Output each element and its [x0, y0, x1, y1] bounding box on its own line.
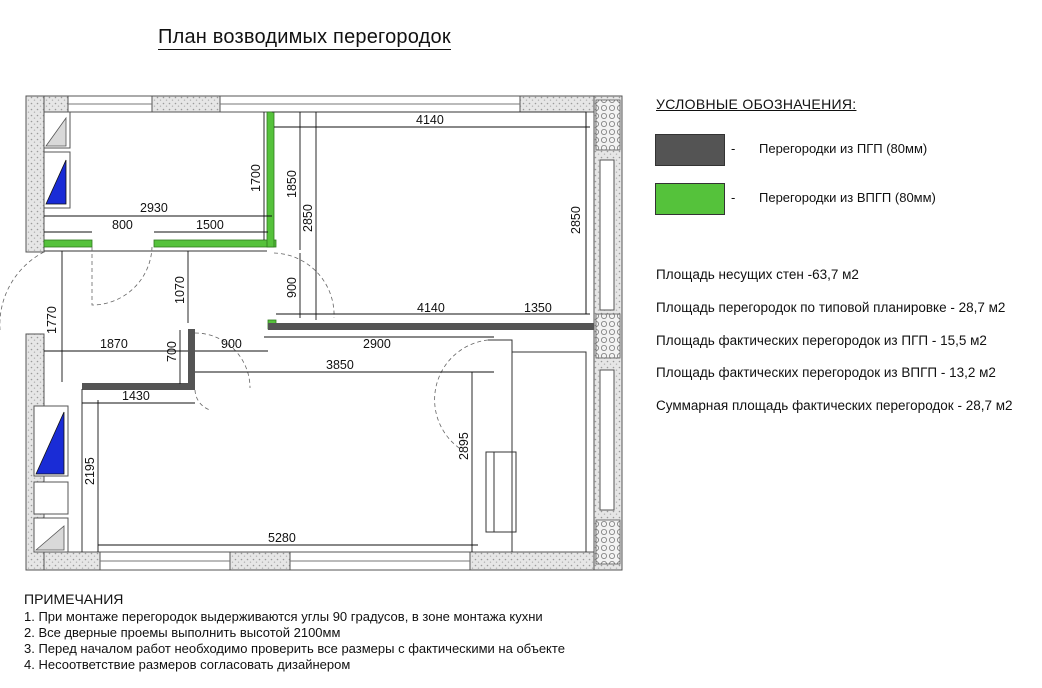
note-item: 1. При монтаже перегородок выдерживаются углы 90 градусов, в зоне монтажа кухни [24, 609, 543, 624]
stat-bearing-walls: Площадь несущих стен -63,7 м2 [656, 267, 859, 282]
note-item: 2. Все дверные проемы выполнить высотой 2100мм [24, 625, 341, 640]
dim-2850-mid: 2850 [301, 204, 315, 232]
notes-heading: ПРИМЕЧАНИЯ [24, 591, 124, 607]
page-title: План возводимых перегородок [158, 26, 451, 48]
wall-left-upper [26, 96, 44, 252]
stat-total-partitions: Суммарная площадь фактических перегородок - 28,7 м2 [656, 398, 1013, 413]
dim-1350: 1350 [524, 301, 552, 315]
dim-1770: 1770 [45, 306, 59, 334]
grey-partition-vertical [188, 329, 195, 389]
legend-label-vpgp: Перегородки из ВПГП (80мм) [759, 190, 936, 205]
stat-pgp-partitions: Площадь фактических перегородок из ПГП - 15,5 м2 [656, 333, 987, 348]
pgp-swatch [655, 134, 725, 166]
stat-vpgp-partitions: Площадь фактических перегородок из ВПГП - 13,2 м2 [656, 365, 996, 380]
dim-3850: 3850 [326, 358, 354, 372]
legend-dash: - [731, 190, 736, 205]
green-partition-left [44, 240, 92, 247]
window-right [600, 160, 614, 310]
dimension-lines [44, 112, 590, 552]
dim-1870: 1870 [100, 337, 128, 351]
dim-700: 700 [165, 341, 179, 362]
dim-4140-top: 4140 [416, 113, 444, 127]
dim-1700: 1700 [249, 164, 263, 192]
legend-label-pgp: Перегородки из ПГП (80мм) [759, 141, 928, 156]
dim-900-horiz: 900 [221, 337, 242, 351]
stat-typical-partitions: Площадь перегородок по типовой планировке - 28,7 м2 [656, 300, 1006, 315]
dim-2930: 2930 [140, 201, 168, 215]
door-swings [0, 247, 488, 450]
legend-heading: УСЛОВНЫЕ ОБОЗНАЧЕНИЯ: [656, 96, 857, 112]
dim-800: 800 [112, 218, 133, 232]
dim-900-vert: 900 [285, 277, 299, 298]
note-item: 4. Несоответствие размеров согласовать дизайнером [24, 657, 351, 672]
wall-right-brick-bot [596, 520, 620, 564]
dim-5280: 5280 [268, 531, 296, 545]
bearing-walls [26, 96, 622, 570]
wall-right-brick-mid [596, 314, 620, 358]
dim-4140-mid: 4140 [417, 301, 445, 315]
dim-1070: 1070 [173, 276, 187, 304]
partitions-pgp [82, 323, 594, 390]
green-partition-mid [154, 240, 276, 247]
partitions-vpgp [44, 112, 276, 329]
dim-2895: 2895 [457, 432, 471, 460]
dim-2850-right: 2850 [569, 206, 583, 234]
legend-dash: - [731, 141, 736, 156]
dim-1430: 1430 [122, 389, 150, 403]
interior-lines [44, 112, 586, 552]
dim-2195: 2195 [83, 457, 97, 485]
dim-1500: 1500 [196, 218, 224, 232]
dim-1850: 1850 [285, 170, 299, 198]
vpgp-swatch [655, 183, 725, 215]
notes-list [24, 609, 565, 673]
green-partition-vertical [267, 112, 274, 247]
window-right-lower [600, 370, 614, 510]
wall-right-brick-top [596, 100, 620, 150]
note-item: 3. Перед началом работ необходимо проверить все размеры с фактическими на объекте [24, 641, 565, 656]
dim-2900: 2900 [363, 337, 391, 351]
grey-partition-corridor [268, 323, 594, 330]
